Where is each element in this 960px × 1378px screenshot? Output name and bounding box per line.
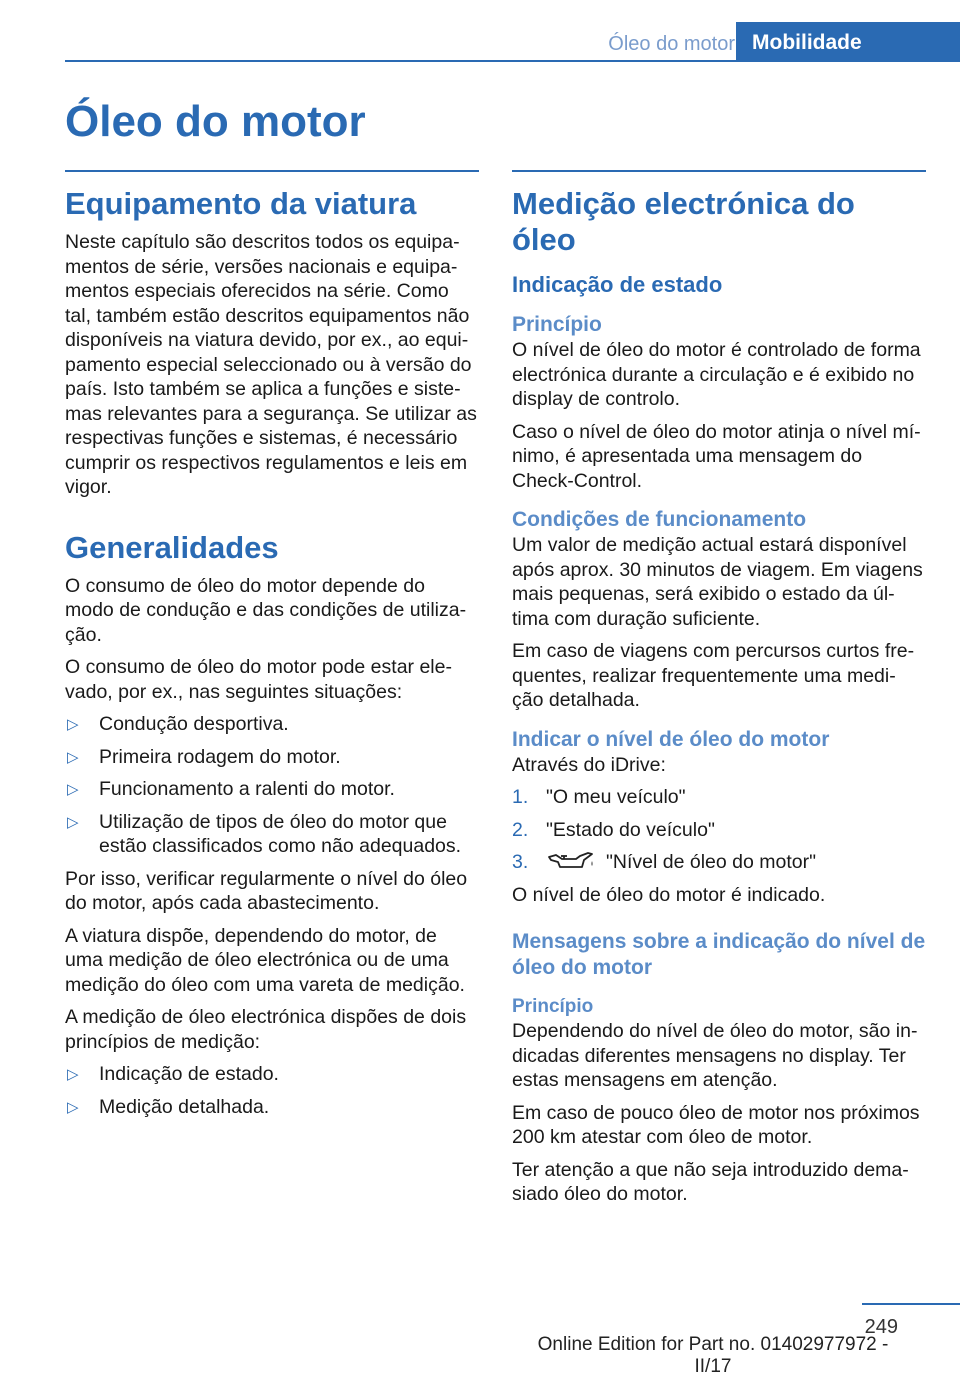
header-rule [65,60,960,62]
indicate-intro: Através do iDrive: [512,753,666,776]
left-column [65,186,479,1127]
page-number: 249 [864,1316,898,1338]
header-section-title: Óleo do motor [608,33,735,55]
right-column-rule [512,170,926,172]
triangle-bullet-icon: ▷ [67,781,79,798]
list-item: ▷ Medição detalhada. [65,1095,479,1120]
principle-paragraph-2: Caso o nível de óleo do motor atinja o nível mí-nimo, é apresentada uma mensagem do Check-Control. [512,420,921,492]
status-indication-heading: Indicação de estado [512,272,723,297]
right-column [512,186,926,1207]
principles-list [65,1062,479,1119]
indicate-result: O nível de óleo do motor é indicado. [512,883,826,906]
list-item: 2. "Estado do veículo" [512,818,715,841]
conditions-paragraph-1: Um valor de medição actual estará disponível após aprox. 30 minutos de viagem. Em viagens mais pequenas, será exibido o estado da úl-tima com duração suficiente. [512,534,923,630]
idrive-steps [512,785,926,875]
triangle-bullet-icon: ▷ [67,1098,79,1116]
oil-can-icon [546,850,596,872]
edition-note: Online Edition for Part no. 01402977972 - II/17 [537,1334,889,1377]
general-paragraph-2: O consumo de óleo do motor pode estar ele-vado, por ex., nas seguintes situações: [65,656,452,703]
triangle-bullet-icon: ▷ [67,1066,79,1083]
electronic-measurement-heading: Medição electrónica do óleo [512,186,855,257]
list-item: ▷ Funcionamento a ralenti do motor. [65,777,479,802]
conditions-paragraph-2: Em caso de viagens com percursos curtos fre-quentes, realizar frequentemente uma medi-ção detalhada. [512,640,915,711]
general-paragraph-4: A viatura dispõe, dependendo do motor, de uma medição de óleo electrónica ou de uma medição do óleo com uma vareta de medição. [65,924,465,996]
triangle-bullet-icon: ▷ [67,716,79,733]
list-item: 3. "Nível de óleo do motor" [512,851,817,873]
messages-paragraph-2: Em caso de pouco óleo de motor nos próximos 200 km atestar com óleo de motor. [512,1101,920,1148]
list-item: ▷ Indicação de estado. [65,1062,479,1087]
general-paragraph-3: Por isso, verificar regularmente o nível do óleo do motor, após cada abastecimento. [65,867,468,914]
footer-rule [862,1303,960,1305]
list-item: ▷ Utilização de tipos de óleo do motor que estão classificados como não adequados. [67,810,462,857]
general-paragraph-5: A medição de óleo electrónica dispões de dois princípios de medição: [65,1006,467,1053]
principle-heading: Princípio [512,313,602,336]
messages-paragraph-3: Ter atenção a que não seja introduzido dema-siado óleo do motor. [512,1158,909,1205]
messages-heading: Mensagens sobre a indicação do nível de óleo do motor [512,930,926,979]
triangle-bullet-icon: ▷ [67,813,79,831]
page-title: Óleo do motor [65,97,366,146]
equipment-heading: Equipamento da viatura [65,186,417,221]
situations-list [65,712,479,859]
messages-principle-heading: Princípio [512,996,594,1017]
header-chapter-tab: Mobilidade [736,22,960,62]
left-column-rule [65,170,479,172]
list-item: ▷ Primeira rodagem do motor. [65,745,479,770]
indicate-heading: Indicar o nível de óleo do motor [512,727,830,751]
messages-paragraph-1: Dependendo do nível de óleo do motor, são in-dicadas diferentes mensagens no display. Ter estas mensagens em atenção. [512,1020,918,1091]
general-heading: Generalidades [65,529,279,565]
list-item: 1. "O meu veículo" [512,786,686,808]
list-item: ▷ Condução desportiva. [65,712,479,737]
principle-paragraph-1: O nível de óleo do motor é controlado de forma electrónica durante a circulação e é exibido no display de controlo. [512,339,921,410]
general-paragraph-1: O consumo de óleo do motor depende do modo de condução e das condições de utiliza-ção. [65,574,467,646]
equipment-text: Neste capítulo são descritos todos os equipa-mentos de série, versões nacionais e equipa-mentos especiais oferecidos na série. Como tal, também estão descritos equipamentos não disponíveis na viatura devido, por ex., ao equi-pamento especial seleccionado ou à versão do país. Isto também se aplica a funções e siste-mas relevantes para a segurança. Se utilizar as respectivas funções e sistemas, é necessário cumprir os respectivos regulamentos e leis em vigor. [65,231,477,498]
triangle-bullet-icon: ▷ [67,748,79,766]
conditions-heading: Condições de funcionamento [512,508,807,531]
